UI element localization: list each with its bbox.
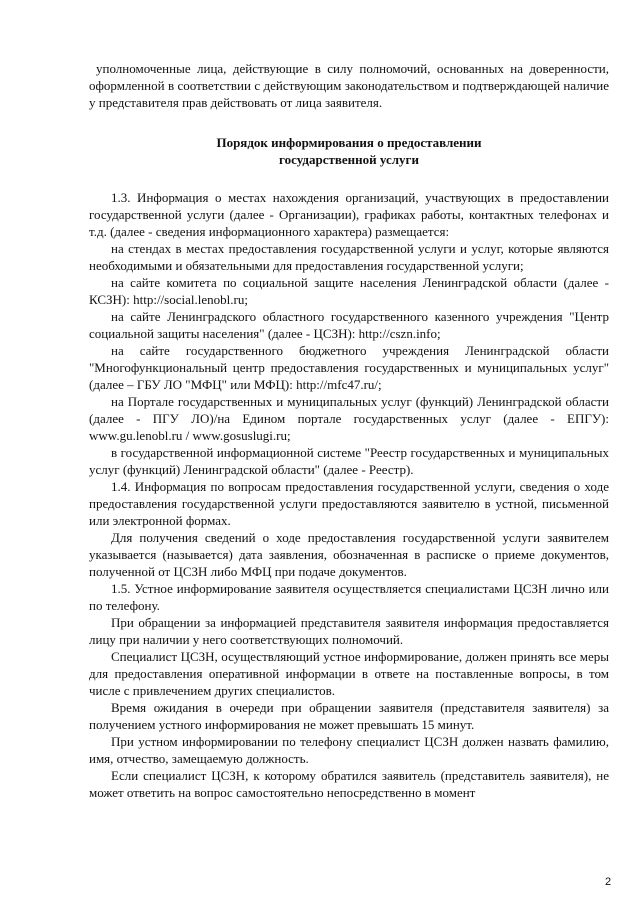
section-heading (89, 134, 609, 168)
paragraph-status-info: Для получения сведений о ходе предоставления государственной услуги заявителем указывается (называется) дата заявления, обозначенная в расписке о приеме документов, полученной от ЦСЗН либо МФЦ при подаче документов. (89, 530, 609, 579)
paragraph-kszn-site: на сайте комитета по социальной защите населения Ленинградской области (далее - КСЗН): http://social.lenobl.ru; (89, 275, 609, 307)
paragraph-cszn-site: на сайте Ленинградского областного государственного казенного учреждения "Центр социальной защиты населения" (далее - ЦСЗН): http://cszn.info; (89, 309, 609, 341)
paragraph-stands: на стендах в местах предоставления государственной услуги и услуг, которые являются необходимыми и обязательными для предоставления государственной услуги; (89, 241, 609, 273)
paragraph-waiting-time: Время ожидания в очереди при обращении заявителя (представителя заявителя) за получением устного информирования не может превышать 15 минут. (89, 700, 609, 732)
page-number: 2 (605, 876, 612, 888)
paragraph-1-4: 1.4. Информация по вопросам предоставления государственной услуги, сведения о ходе предоставления государственной услуги предоставляются заявителю в устной, письменной или электронной формах. (89, 479, 609, 528)
document-page (89, 60, 609, 801)
section-heading-line-2: государственной услуги (279, 152, 419, 167)
paragraph-mfc-site: на сайте государственного бюджетного учреждения Ленинградской области "Многофункциональный центр предоставления государственных и муниципальных услуг" (далее – ГБУ ЛО "МФЦ" или МФЦ): http://mfc47.ru/; (89, 343, 609, 392)
paragraph-1-3: 1.3. Информация о местах нахождения организаций, участвующих в предоставлении государственной услуги (далее - Организации), графиках работы, контактных телефонах и т.д. (далее - сведения информационного характера) размещается: (89, 190, 609, 239)
paragraph-specialist: Специалист ЦСЗН, осуществляющий устное информирование, должен принять все меры для предоставления оперативной информации в ответе на поставленные вопросы, в том числе с привлечением других специалистов. (89, 649, 609, 698)
section-heading-line-1: Порядок информирования о предоставлении (216, 135, 482, 150)
paragraph-phone: При устном информировании по телефону специалист ЦСЗН должен назвать фамилию, имя, отчество, замещаемую должность. (89, 734, 609, 766)
intro-paragraph: уполномоченные лица, действующие в силу полномочий, основанных на доверенности, оформленной в соответствии с действующим законодательством и подтверждающей наличие у представителя прав действовать от лица заявителя. (89, 61, 609, 110)
paragraph-representative: При обращении за информацией представителя заявителя информация предоставляется лицу при наличии у него соответствующих полномочий. (89, 615, 609, 647)
paragraph-1-5: 1.5. Устное информирование заявителя осуществляется специалистами ЦСЗН лично или по телефону. (89, 581, 609, 613)
paragraph-portal: на Портале государственных и муниципальных услуг (функций) Ленинградской области (далее - ПГУ ЛО)/на Едином портале государственных услуг (далее - ЕПГУ): www.gu.lenobl.ru / www.gosuslugi.ru; (89, 394, 609, 443)
paragraph-registry: в государственной информационной системе "Реестр государственных и муниципальных услуг (функций) Ленинградской области" (далее - Реестр). (89, 445, 609, 477)
paragraph-last: Если специалист ЦСЗН, к которому обратился заявитель (представитель заявителя), не может ответить на вопрос самостоятельно непосредственно в момент (89, 768, 609, 800)
